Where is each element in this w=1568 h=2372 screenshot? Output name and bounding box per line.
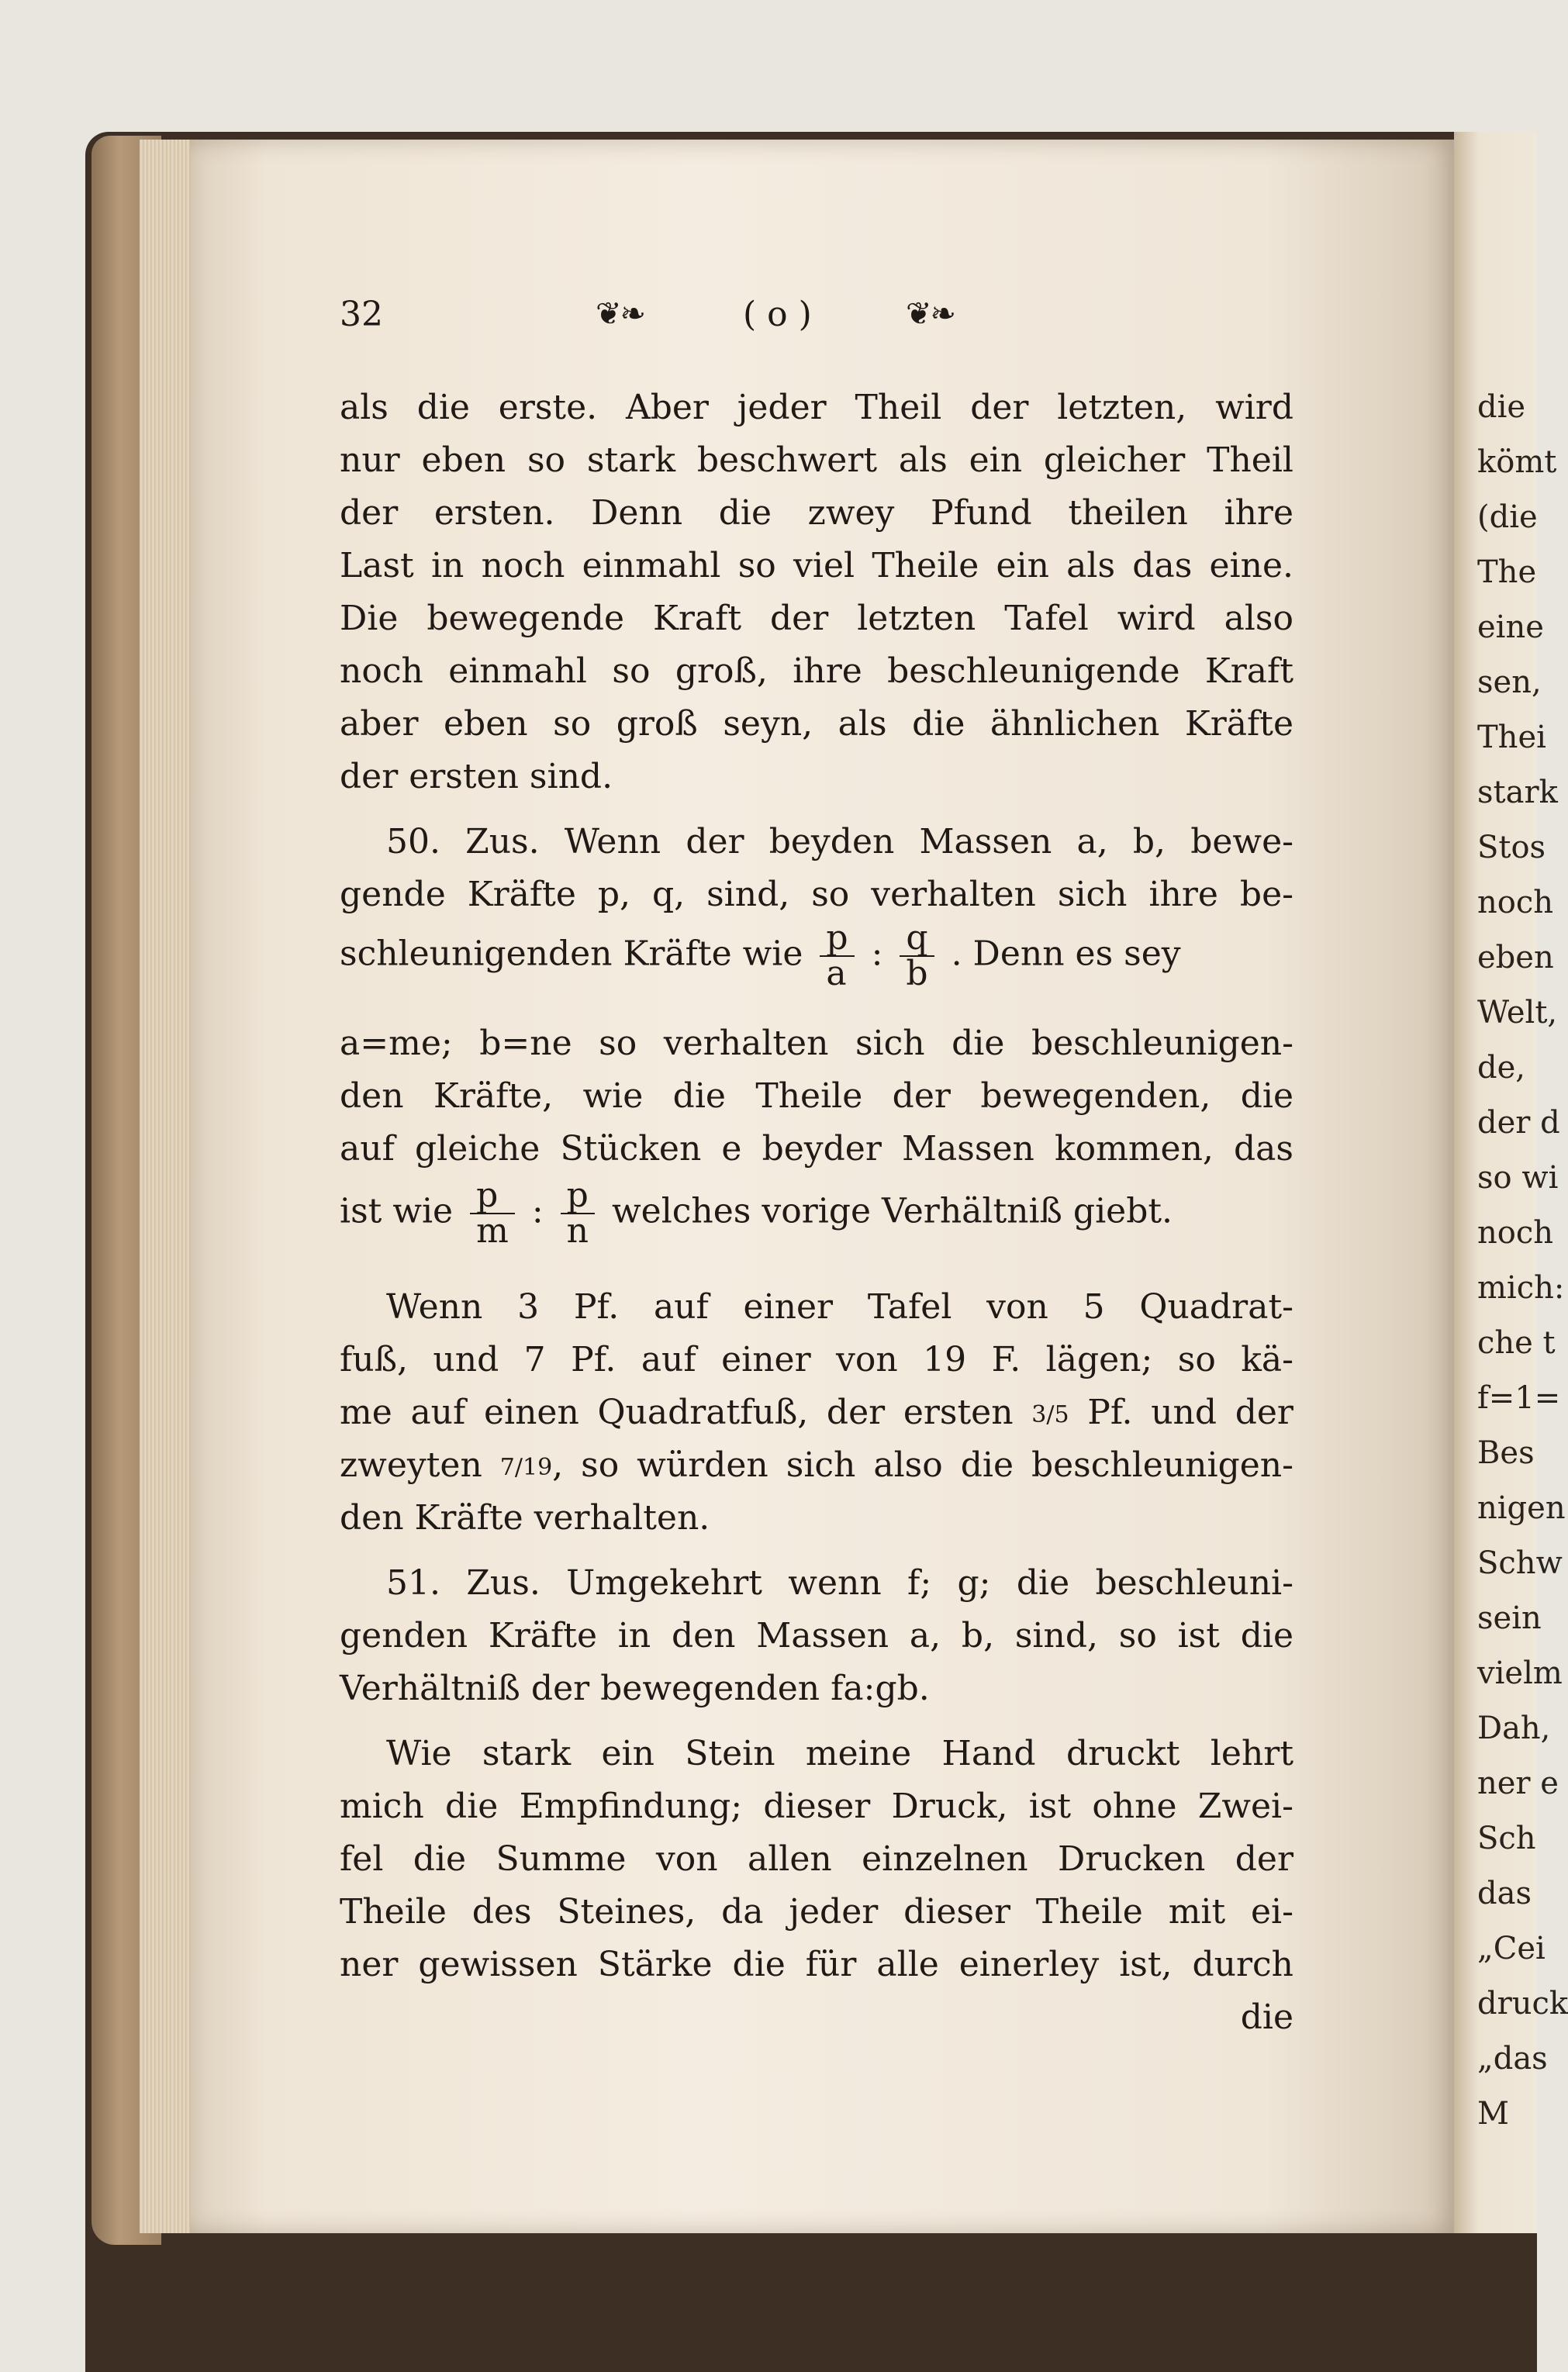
text-line: ner gewissen Stärke die für alle einerley ist, durch	[340, 1945, 1293, 1984]
text-line: als die erste. Aber jeder Theil der letzten, wird	[340, 388, 1293, 427]
fragment: die	[1477, 389, 1526, 425]
text-line: Last in noch einmahl so viel Theile ein als das eine.	[340, 546, 1293, 585]
text-line: noch einmahl so groß, ihre beschleunigende Kraft	[340, 651, 1293, 691]
denominator: n	[566, 1211, 589, 1251]
page-number: 32	[340, 295, 383, 334]
fragment: noch	[1477, 885, 1554, 920]
text-line	[340, 1445, 1293, 1485]
text-line: gende Kräfte p, q, sind, so verhalten sich ihre be-	[340, 875, 1293, 914]
fraction-p-over-n	[561, 1176, 595, 1251]
fragment: The	[1477, 554, 1537, 590]
ratio-separator: :	[871, 934, 883, 974]
text-span: ist wie	[340, 1191, 454, 1231]
numerator: p	[470, 1179, 515, 1214]
fraction-three-fifths: 3/5	[1031, 1401, 1069, 1428]
text-line: nur eben so stark beschwert als ein gleicher Theil	[340, 440, 1293, 480]
page-header	[340, 295, 1038, 349]
text-line: den Kräfte, wie die Theile der bewegenden, die	[340, 1076, 1293, 1116]
text-span: me auf einen Quadratfuß, der ersten	[340, 1393, 1014, 1432]
fragment: M	[1477, 2096, 1509, 2132]
text-span: . Denn es sey	[951, 934, 1181, 974]
text-line: den Kräfte verhalten.	[340, 1498, 710, 1538]
next-page-fragments	[1477, 380, 1568, 2142]
text-span: zweyten	[340, 1445, 482, 1485]
formula-line	[340, 918, 1293, 993]
fragment: Stos	[1477, 830, 1546, 865]
fragment: „das	[1477, 2041, 1548, 2077]
fragment: sein	[1477, 1600, 1542, 1636]
fragment: stark	[1477, 775, 1558, 810]
text-line: genden Kräfte in den Massen a, b, sind, so ist die	[340, 1616, 1293, 1656]
text-span: welches vorige Verhältniß giebt.	[612, 1191, 1173, 1231]
fragment: der d	[1477, 1105, 1560, 1141]
fragment: mich:	[1477, 1270, 1565, 1306]
text-span: , so würden sich also die beschleunigen-	[552, 1445, 1293, 1485]
numerator: p	[561, 1179, 595, 1214]
text-line: fuß, und 7 Pf. auf einer von 19 F. lägen; so kä-	[340, 1340, 1293, 1379]
fragment: sen,	[1477, 665, 1542, 700]
fraction-p-over-m	[470, 1176, 515, 1251]
fragment: kömt	[1477, 444, 1557, 480]
text-line: 51. Zus. Umgekehrt wenn f; g; die beschleuni-	[386, 1563, 1293, 1603]
fragment: nigen	[1477, 1490, 1566, 1526]
fragment: das	[1477, 1876, 1532, 1911]
fragment: f=1=	[1477, 1380, 1561, 1416]
text-span: Pf. und der	[1087, 1393, 1293, 1432]
numerator: p	[820, 921, 854, 957]
formula-line	[340, 1176, 1293, 1251]
fragment: Welt,	[1477, 995, 1558, 1031]
fragment: druck	[1477, 1986, 1568, 2022]
fragment: (die	[1477, 499, 1538, 535]
catchword: die	[1240, 1997, 1293, 2037]
fragment: Dah,	[1477, 1711, 1551, 1746]
header-center-mark: ( o )	[743, 295, 812, 334]
fragment: eine	[1477, 609, 1544, 645]
fragment: che t	[1477, 1325, 1556, 1361]
text-line: mich die Empfindung; dieser Druck, ist ohne Zwei-	[340, 1787, 1293, 1826]
fragment: Schw	[1477, 1545, 1563, 1581]
text-line	[340, 1393, 1293, 1432]
fragment: Thei	[1477, 720, 1546, 755]
fragment: Sch	[1477, 1821, 1536, 1856]
text-line: Die bewegende Kraft der letzten Tafel wird also	[340, 599, 1293, 638]
ornament-left-icon: ❦❧	[596, 296, 645, 332]
fragment: eben	[1477, 940, 1554, 975]
fragment: de,	[1477, 1050, 1525, 1086]
text-line: auf gleiche Stücken e beyder Massen kommen, das	[340, 1129, 1293, 1169]
ratio-separator: :	[531, 1191, 544, 1231]
fraction-seven-nineteenths: 7/19	[499, 1454, 553, 1481]
numerator: q	[900, 921, 934, 957]
fraction-q-over-b	[900, 918, 934, 993]
fragment: ner e	[1477, 1766, 1559, 1801]
fragment: so wi	[1477, 1160, 1559, 1196]
text-line: Wenn 3 Pf. auf einer Tafel von 5 Quadrat-	[386, 1287, 1293, 1327]
denominator: a	[826, 954, 847, 993]
fragment: Bes	[1477, 1435, 1535, 1471]
fraction-p-over-a	[820, 918, 854, 993]
text-line: 50. Zus. Wenn der beyden Massen a, b, bewe-	[386, 822, 1293, 861]
text-span: schleunigenden Kräfte wie	[340, 934, 803, 974]
fragment: noch	[1477, 1215, 1554, 1251]
text-line: fel die Summe von allen einzelnen Drucken der	[340, 1839, 1293, 1879]
ornament-right-icon: ❦❧	[906, 296, 955, 332]
text-line: Verhältniß der bewegenden fa:gb.	[340, 1669, 930, 1708]
text-line: der ersten. Denn die zwey Pfund theilen ihre	[340, 493, 1293, 533]
text-line: Wie stark ein Stein meine Hand druckt lehrt	[386, 1734, 1293, 1773]
text-line: der ersten sind.	[340, 757, 613, 796]
text-line: Theile des Steines, da jeder dieser Theile mit ei-	[340, 1892, 1293, 1932]
fragment: vielm	[1477, 1656, 1563, 1691]
text-line: a=me; b=ne so verhalten sich die beschleunigen-	[340, 1024, 1293, 1063]
denominator: m	[476, 1211, 509, 1251]
denominator: b	[906, 954, 928, 993]
fragment: „Cei	[1477, 1931, 1546, 1966]
text-line: aber eben so groß seyn, als die ähnlichen Kräfte	[340, 704, 1293, 744]
